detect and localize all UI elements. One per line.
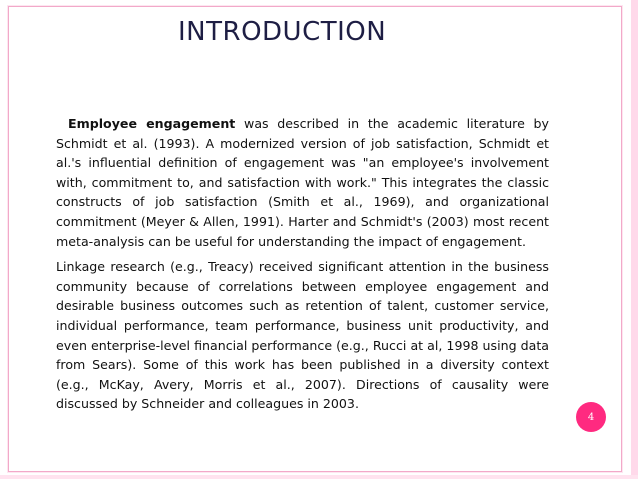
- slide-title: INTRODUCTION: [178, 17, 387, 47]
- slide-bottom-band: [0, 475, 638, 479]
- paragraph-text: was described in the academic literature by Schmidt et al. (1993). A modernized version of job satisfaction, Schmidt et al.'s influential definition of engagement was "an employee's involvement with, commitment to, and satisfaction with work." This integrates the classic constructs of job satisfaction (Smith et al., 1969), and organizational commitment (Meyer & Allen, 1991). Harter and Schmidt's (2003) most recent meta-analysis can be useful for understanding the impact of engagement.: [56, 116, 549, 249]
- page-number-badge: 4: [576, 402, 606, 432]
- key-term: Employee engagement: [68, 116, 236, 131]
- slide-body: [56, 114, 549, 414]
- slide-side-band: [631, 0, 638, 479]
- paragraph-engagement-definition: [56, 114, 549, 251]
- paragraph-linkage-research: Linkage research (e.g., Treacy) received significant attention in the business community because of correlations between employee engagement and desirable business outcomes such as retention of talent, customer service, individual performance, team performance, business unit productivity, and even enterprise-level financial performance (e.g., Rucci at al, 1998 using data from Sears). Some of this work has been published in a diversity context (e.g., McKay, Avery, Morris et al., 2007). Directions of causality were discussed by Schneider and colleagues in 2003.: [56, 259, 549, 412]
